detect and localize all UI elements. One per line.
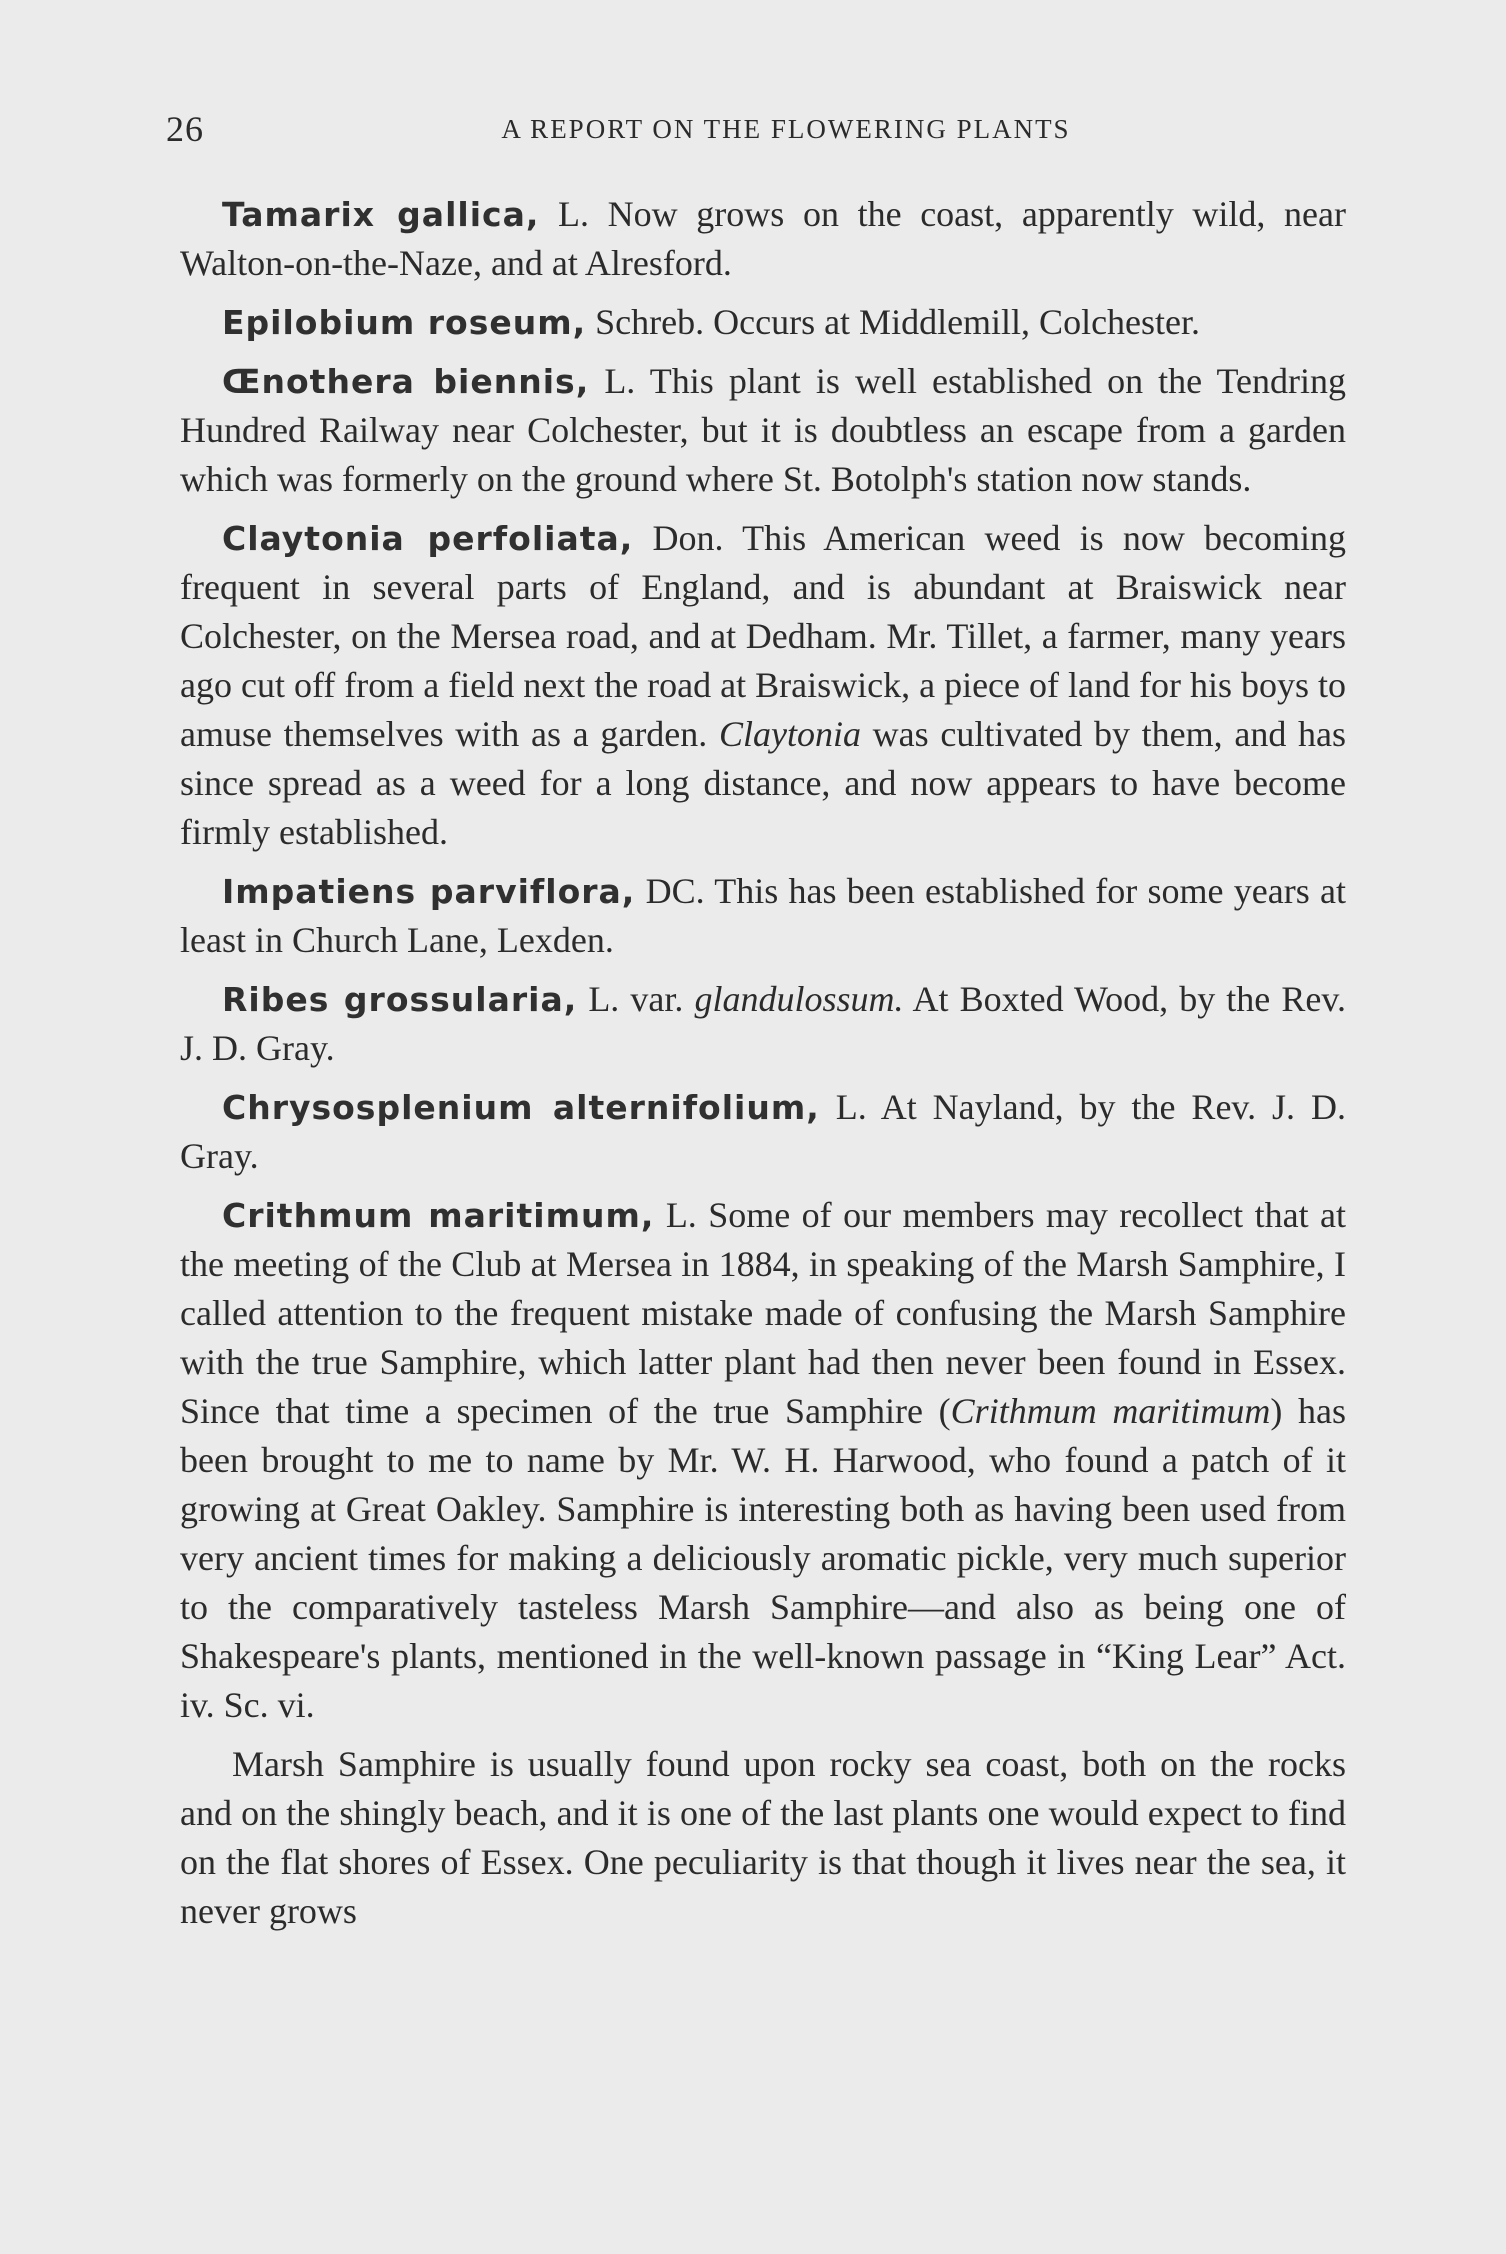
species-authority: L. (577, 979, 620, 1019)
entry-epilobium (180, 298, 1346, 347)
species-authority: Schreb. (586, 302, 705, 342)
species-name: Ribes grossularia, (222, 980, 578, 1019)
species-authority: Don. (633, 518, 724, 558)
entry-text: This has been established for some years at least in Church Lane, Lexden. (180, 871, 1347, 960)
entry-text: This plant is well established on the Tendring Hundred Railway near Colchester, but it is doubtless an escape from a garden which was formerly on the ground where St. Botolph's station now stands. (180, 361, 1346, 499)
species-name: Crithmum maritimum, (222, 1196, 655, 1235)
species-name: Chrysosplenium alternifolium, (222, 1088, 820, 1127)
species-authority: L. (819, 1087, 867, 1127)
entry-text: At Nayland, by the Rev. J. D. Gray. (180, 1087, 1346, 1176)
species-name: Impatiens parviflora, (222, 872, 636, 911)
entry-text: Some of our members may recollect that at the meeting of the Club at Mersea in 1884, in speaking of the Marsh Samphire, I called attention to the frequent mistake made of confusing the Marsh Samphire with the true Samphire, which latter plant had then never been found in Essex. Since that time a specimen of the true Samphire ( (180, 1195, 1347, 1431)
species-name: Epilobium roseum, (222, 303, 587, 342)
closing-paragraph: Marsh Samphire is usually found upon rocky sea coast, both on the rocks and on the shingly beach, and it is one of the last plants one would expect to find on the flat shores of Essex. One peculiarity is that though it lives near the sea, it never grows (180, 1744, 1346, 1931)
entry-tamarix (180, 190, 1346, 288)
page-header (166, 108, 1346, 152)
entry-text-continued: ) has been brought to me to name by Mr. W. H. Harwood, who found a patch of it growing at Great Oakley. Samphire is interesting both as having been used from very ancient times for making a deliciously aromatic pickle, very much superior to the comparatively tasteless Marsh Samphire—and also as being one of Shakespeare's plants, mentioned in the well-known passage in “King Lear” Act. iv. Sc. vi. (180, 1391, 1346, 1725)
entry-impatiens (180, 867, 1346, 965)
page-body (180, 190, 1346, 1946)
entry-text: This American weed is now becoming frequent in several parts of England, and is abundant at Braiswick near Colchester, on the Mersea road, and at Dedham. Mr. Tillet, a farmer, many years ago cut off from a field next the road at Braiswick, a piece of land for his boys to amuse themselves with as a garden. (180, 518, 1346, 754)
entry-crithmum (180, 1191, 1346, 1730)
entry-chrysosplenium (180, 1083, 1346, 1181)
entry-text: var. (619, 979, 695, 1019)
species-name: Claytonia perfoliata, (222, 519, 634, 558)
species-authority: L. (589, 361, 636, 401)
entry-claytonia (180, 514, 1346, 857)
entry-text: Now grows on the coast, apparently wild, near Walton-on-the-Naze, and at Alresford. (180, 194, 1346, 283)
italic-genus: Claytonia (718, 714, 861, 754)
page-number: 26 (166, 109, 204, 149)
entry-ribes (180, 975, 1346, 1073)
entry-text-continued: At Boxted Wood, by the Rev. J. D. Gray. (180, 979, 1346, 1068)
species-authority: L. (654, 1195, 697, 1235)
entry-text: Occurs at Middlemill, Colchester. (704, 302, 1201, 342)
italic-variety: glandulossum. (694, 979, 904, 1019)
species-name: Tamarix gallica, (222, 195, 540, 234)
italic-binomial: Crithmum maritimum (950, 1391, 1271, 1431)
entry-oenothera (180, 357, 1346, 504)
species-authority: DC. (635, 871, 705, 911)
species-authority: L. (539, 194, 590, 234)
running-title: A REPORT ON THE FLOWERING PLANTS (501, 114, 1071, 144)
species-name: Œnothera biennis, (222, 362, 590, 401)
entry-text-continued: was cultivated by them, and has since spread as a weed for a long distance, and now appears to have become firmly established. (180, 714, 1346, 852)
